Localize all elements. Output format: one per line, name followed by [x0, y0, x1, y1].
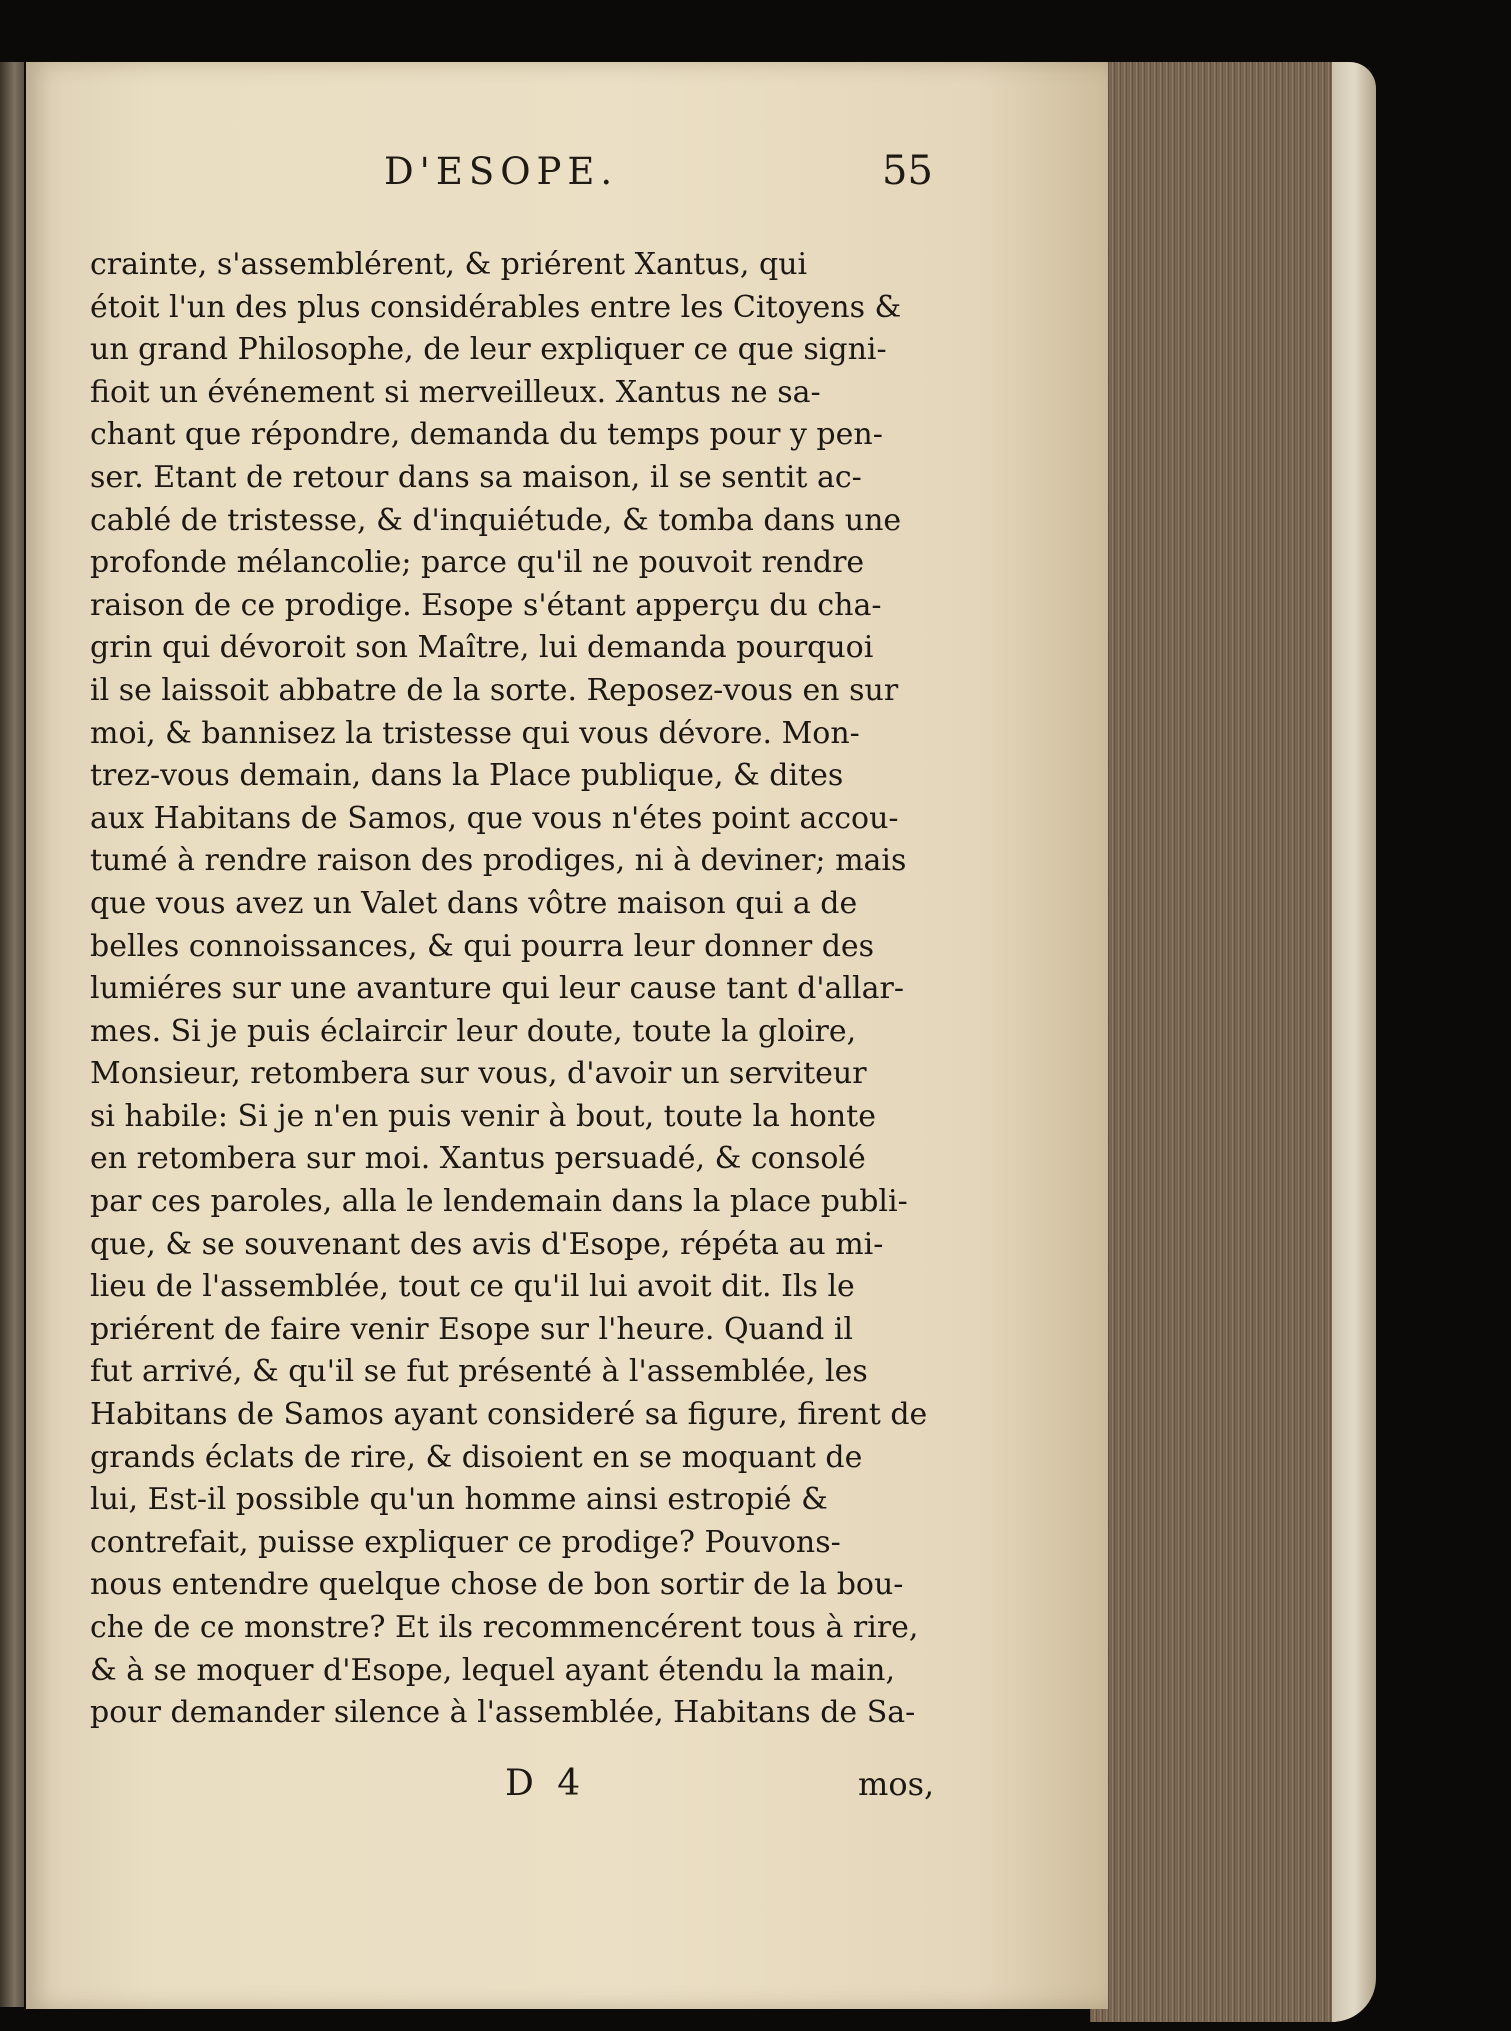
text-line-13 [90, 755, 945, 798]
text-line-3 [90, 329, 945, 372]
text-line-35 [90, 1692, 945, 1735]
line-text: que vous avez un Valet dans vôtre maison qui a de [90, 885, 858, 921]
line-text: nous entendre quelque chose de bon sortir de la bou- [90, 1567, 904, 1603]
previous-page-edge [0, 62, 24, 2007]
text-line-28 [90, 1394, 945, 1437]
line-text: étoit l'un des plus considérables entre les Citoyens & [90, 289, 902, 325]
line-text: pour demander silence à l'assemblée, Habitans de Sa- [90, 1695, 916, 1731]
text-line-11 [90, 670, 945, 713]
line-text: aux Habitans de Samos, que vous n'étes point accou- [90, 800, 899, 836]
line-text: que, & se souvenant des avis d'Esope, répéta au mi- [90, 1226, 884, 1262]
text-line-14 [90, 798, 945, 841]
catchword: mos, [858, 1765, 935, 1803]
book-fore-edge [1090, 62, 1336, 2022]
text-line-34 [90, 1650, 945, 1693]
line-text: cablé de tristesse, & d'inquiétude, & tomba dans une [90, 502, 902, 538]
line-text: par ces paroles, alla le lendemain dans la place publi- [90, 1184, 908, 1220]
line-text: moi, & bannisez la tristesse qui vous dévore. Mon- [90, 715, 860, 751]
text-line-18 [90, 968, 945, 1011]
text-line-26 [90, 1309, 945, 1352]
line-text: grands éclats de rire, & disoient en se moquant de [90, 1439, 863, 1475]
line-text: lumiéres sur une avanture qui leur cause tant d'allar- [90, 971, 904, 1007]
line-text: lieu de l'assemblée, tout ce qu'il lui avoit dit. Ils le [90, 1269, 855, 1305]
text-line-9 [90, 585, 945, 628]
line-text: il se laissoit abbatre de la sorte. Reposez-vous en sur [90, 672, 899, 708]
text-line-15 [90, 840, 945, 883]
line-text: profonde mélancolie; parce qu'il ne pouvoit rendre [90, 545, 865, 581]
text-line-6 [90, 457, 945, 500]
text-line-23 [90, 1181, 945, 1224]
text-block [90, 244, 945, 1735]
text-line-20 [90, 1053, 945, 1096]
text-line-16 [90, 883, 945, 926]
line-text: mes. Si je puis éclaircir leur doute, toute la gloire, [90, 1013, 857, 1049]
text-line-2 [90, 287, 945, 330]
line-text: ser. Etant de retour dans sa maison, il se sentit ac- [90, 459, 862, 495]
line-text: chant que répondre, demanda du temps pour y pen- [90, 417, 883, 453]
text-line-4 [90, 372, 945, 415]
line-text: Monsieur, retombera sur vous, d'avoir un serviteur [90, 1056, 867, 1092]
line-text: raison de ce prodige. Esope s'étant apperçu du cha- [90, 587, 882, 623]
line-text: grin qui dévoroit son Maître, lui demanda pourquoi [90, 630, 874, 666]
line-text: contrefait, puisse expliquer ce prodige? Pouvons- [90, 1524, 841, 1560]
text-line-1 [90, 244, 945, 287]
text-line-29 [90, 1437, 945, 1480]
text-line-17 [90, 926, 945, 969]
text-line-12 [90, 713, 945, 756]
line-text: che de ce monstre? Et ils recommencérent tous à rire, [90, 1610, 919, 1645]
signature-mark: D 4 [505, 1763, 587, 1804]
page-number: 55 [882, 148, 933, 194]
text-line-8 [90, 542, 945, 585]
text-line-21 [90, 1096, 945, 1139]
line-text: fioit un événement si merveilleux. Xantus ne sa- [90, 374, 821, 410]
text-line-19 [90, 1011, 945, 1054]
text-line-5 [90, 414, 945, 457]
line-text: & à se moquer d'Esope, lequel ayant étendu la main, [90, 1652, 895, 1688]
line-text: fut arrivé, & qu'il se fut présenté à l'assemblée, les [90, 1354, 868, 1390]
line-text: belles connoissances, & qui pourra leur donner des [90, 928, 875, 964]
line-text: priérent de faire venir Esope sur l'heure. Quand il [90, 1311, 854, 1347]
line-text: trez-vous demain, dans la Place publique, & dites [90, 758, 844, 794]
text-line-31 [90, 1522, 945, 1565]
text-line-30 [90, 1479, 945, 1522]
running-head: D'ESOPE. [384, 150, 619, 193]
text-line-24 [90, 1224, 945, 1267]
line-text: un grand Philosophe, de leur expliquer ce que signi- [90, 332, 887, 368]
text-line-7 [90, 500, 945, 543]
line-text: lui, Est-il possible qu'un homme ainsi estropié & [90, 1482, 828, 1518]
line-text: en retombera sur moi. Xantus persuadé, & consolé [90, 1141, 866, 1177]
line-text: si habile: Si je n'en puis venir à bout, toute la honte [90, 1098, 876, 1134]
text-line-27 [90, 1351, 945, 1394]
line-text: crainte, s'assemblérent, & priérent Xantus, qui [90, 247, 808, 282]
text-line-25 [90, 1266, 945, 1309]
text-line-33 [90, 1607, 945, 1650]
text-line-32 [90, 1564, 945, 1607]
line-text: Habitans de Samos ayant consideré sa figure, firent de [90, 1397, 928, 1433]
text-line-10 [90, 627, 945, 670]
line-text: tumé à rendre raison des prodiges, ni à deviner; mais [90, 843, 907, 879]
text-line-22 [90, 1138, 945, 1181]
